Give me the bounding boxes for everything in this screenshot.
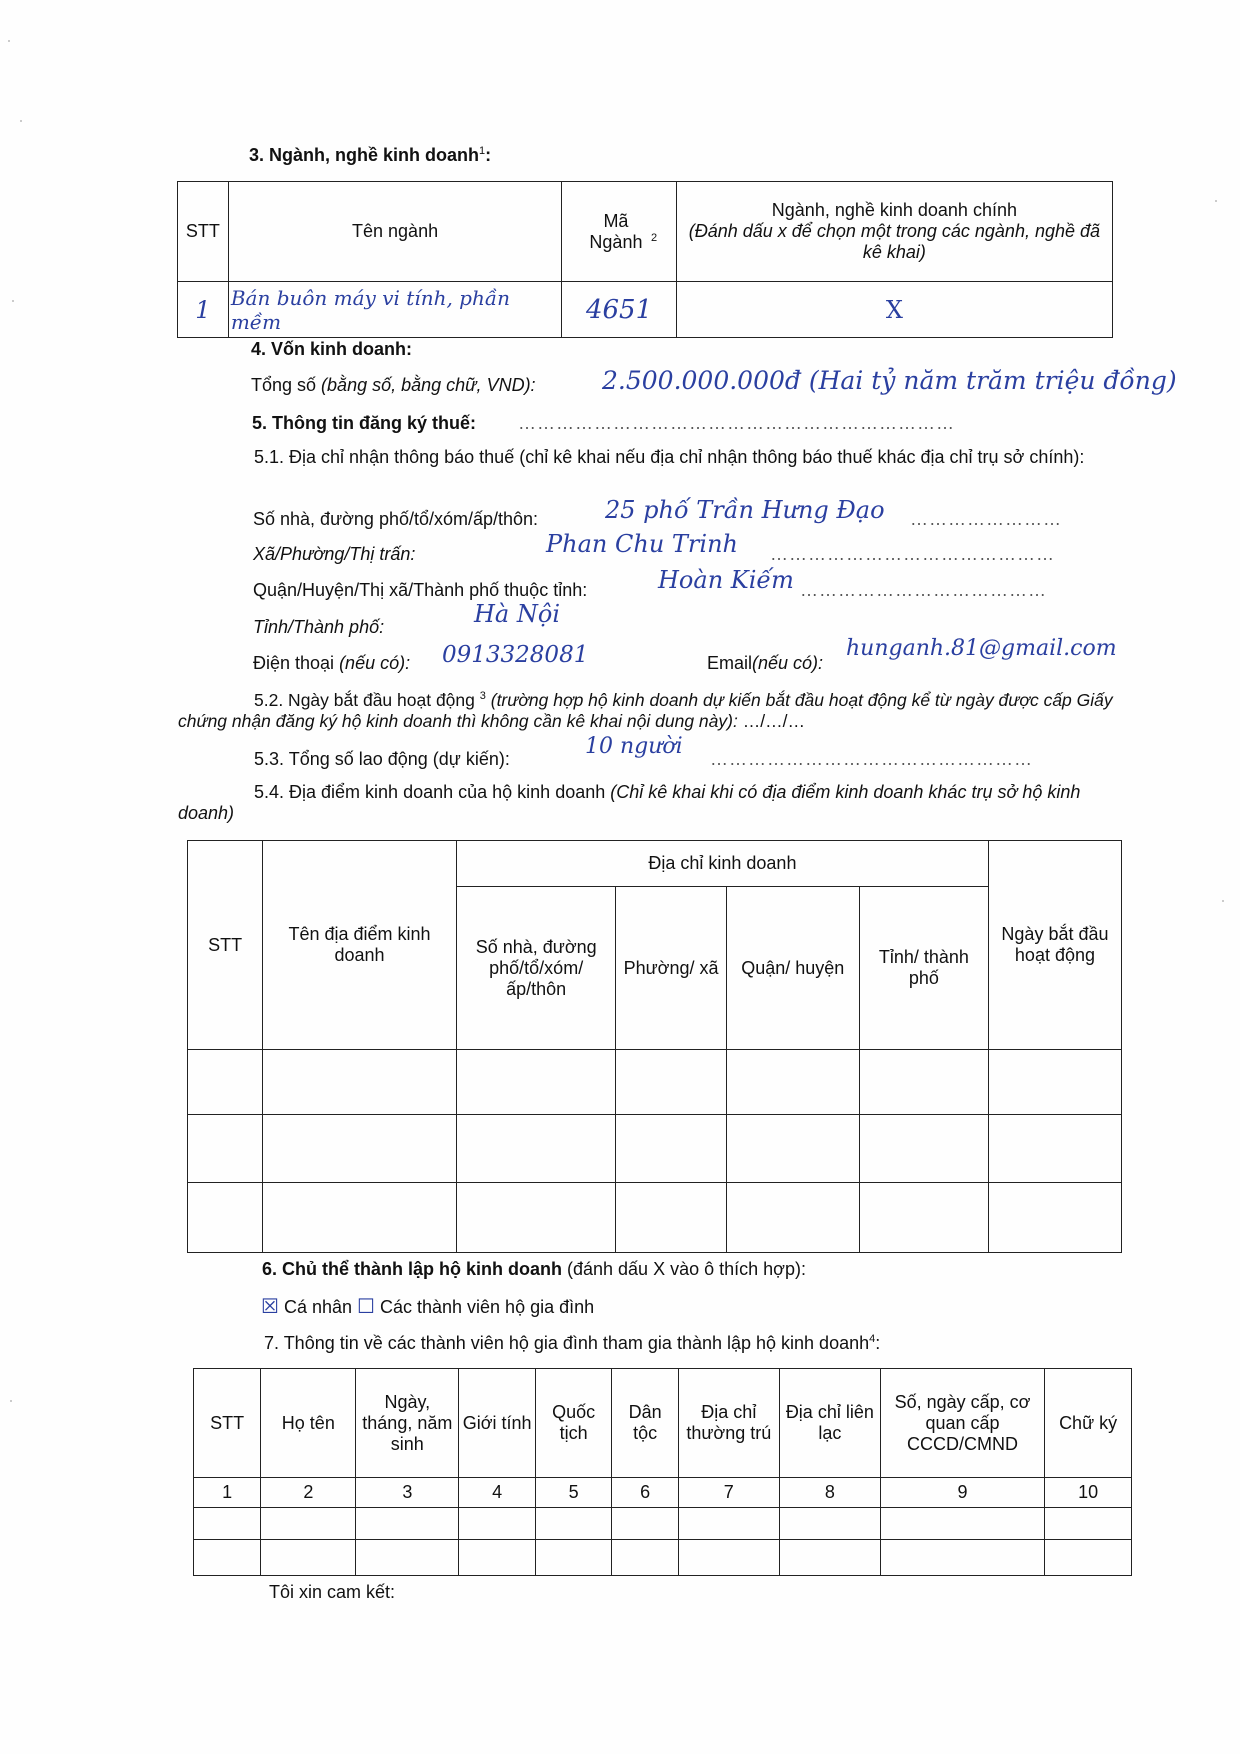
- member-header-gender: Giới tính: [459, 1369, 536, 1478]
- scan-speck: [10, 1400, 12, 1402]
- loc-cell: [188, 1050, 263, 1115]
- member-col-number: 5: [535, 1478, 612, 1508]
- loc-header-start: Ngày bắt đầu hoạt động: [988, 841, 1121, 1050]
- loc-header-stt: STT: [188, 841, 263, 1050]
- industry-header-code-text: Mã Ngành: [589, 210, 643, 252]
- section-3-title: [249, 145, 491, 166]
- member-cell: [459, 1508, 536, 1540]
- member-cell: [678, 1540, 779, 1576]
- member-cell: [612, 1508, 678, 1540]
- capital-label: Tổng số: [251, 375, 317, 395]
- capital-value: 2.500.000.000đ (Hai tỷ năm trăm triệu đồng): [602, 366, 1177, 395]
- industry-header-main-note: (Đánh dấu x để chọn một trong các ngành, nghề đã kê khai): [688, 221, 1101, 262]
- member-cell: [194, 1508, 261, 1540]
- section-7-colon: :: [875, 1333, 881, 1353]
- section-4-title: 4. Vốn kinh doanh:: [251, 339, 412, 359]
- location-paragraph: [178, 782, 1128, 824]
- loc-cell: [188, 1115, 263, 1183]
- capital-line: [251, 375, 536, 396]
- loc-cell: [456, 1183, 616, 1253]
- member-col-number: 1: [194, 1478, 261, 1508]
- loc-cell: [263, 1115, 457, 1183]
- section-3-colon: :: [485, 145, 492, 165]
- industry-header-code-footnote: 2: [650, 231, 658, 244]
- loc-header-street: Số nhà, đường phố/tổ/xóm/ ấp/thôn: [456, 887, 616, 1050]
- member-cell: [356, 1540, 459, 1576]
- section-5-title: 5. Thông tin đăng ký thuế:: [252, 413, 476, 433]
- dotted-leader: ……………………: [910, 509, 1062, 529]
- industry-row-code: 4651: [562, 282, 676, 338]
- section-7-title-text: 7. Thông tin về các thành viên hộ gia đình tham gia thành lập hộ kinh doanh: [264, 1333, 870, 1353]
- loc-cell: [726, 1050, 859, 1115]
- loc-header-name: Tên địa điểm kinh doanh: [263, 841, 457, 1050]
- industry-header-main-title: Ngành, nghề kinh doanh chính: [771, 200, 1017, 220]
- industry-row-name: Bán buôn máy vi tính, phần mềm: [228, 282, 561, 338]
- member-cell: [356, 1508, 459, 1540]
- section-6-title-line: [262, 1259, 806, 1280]
- loc-cell: [988, 1050, 1121, 1115]
- member-cell: [535, 1508, 612, 1540]
- scan-speck: [8, 40, 10, 42]
- dotted-leader: ………………………………………: [770, 544, 1055, 564]
- member-col-number: 3: [356, 1478, 459, 1508]
- loc-cell: [263, 1050, 457, 1115]
- commitment-label: Tôi xin cam kết:: [269, 1582, 396, 1602]
- dotted-leader: …………………………………: [800, 580, 1047, 600]
- loc-cell: [859, 1050, 988, 1115]
- member-cell: [535, 1540, 612, 1576]
- industry-header-code: [562, 182, 676, 282]
- member-header-nationality: Quốc tịch: [535, 1369, 612, 1478]
- scan-speck: [12, 300, 14, 302]
- section-6-note: (đánh dấu X vào ô thích hợp):: [562, 1259, 806, 1279]
- district-label: Quận/Huyện/Thị xã/Thành phố thuộc tỉnh:: [253, 580, 588, 600]
- loc-cell: [616, 1183, 726, 1253]
- member-header-contact-address: Địa chỉ liên lạc: [779, 1369, 880, 1478]
- member-col-number: 10: [1045, 1478, 1132, 1508]
- loc-cell: [859, 1183, 988, 1253]
- start-date-label: 5.2. Ngày bắt đầu hoạt động: [254, 690, 475, 710]
- industry-header-stt: STT: [178, 182, 229, 282]
- member-cell: [880, 1508, 1044, 1540]
- capital-label-note: (bằng số, bằng chữ, VND):: [316, 375, 536, 395]
- member-col-number: 7: [678, 1478, 779, 1508]
- section-7-footnote: 4: [869, 1333, 876, 1345]
- member-cell: [261, 1508, 356, 1540]
- business-location-table: [187, 840, 1122, 1253]
- member-col-number: 9: [880, 1478, 1044, 1508]
- start-date-note: (trường hợp hộ kinh doanh dự kiến bắt đầu hoạt động kể từ ngày được cấp Giấy chứng nhận đăng ký hộ kinh doanh thì không cần kê khai nội dung này):: [178, 690, 1113, 731]
- loc-cell: [616, 1115, 726, 1183]
- phone-label-line: [253, 653, 410, 674]
- member-header-dob: Ngày, tháng, năm sinh: [356, 1369, 459, 1478]
- loc-cell: [726, 1183, 859, 1253]
- member-header-stt: STT: [194, 1369, 261, 1478]
- member-header-permanent-address: Địa chỉ thường trú: [678, 1369, 779, 1478]
- loc-cell: [726, 1115, 859, 1183]
- member-cell: [261, 1540, 356, 1576]
- loc-cell: [188, 1183, 263, 1253]
- dotted-leader: ……………………………………………: [710, 749, 1033, 769]
- member-col-number: 8: [779, 1478, 880, 1508]
- email-value: hunganh.81@gmail.com: [846, 636, 1117, 661]
- loc-cell: [456, 1115, 616, 1183]
- industry-table: [177, 181, 1113, 338]
- province-label: Tỉnh/Thành phố:: [253, 617, 385, 637]
- ward-value: Phan Chu Trinh: [546, 530, 738, 558]
- section-3-title-text: 3. Ngành, nghề kinh doanh: [249, 145, 480, 165]
- option-individual-label: Cá nhân: [283, 1297, 353, 1317]
- section-6-title: 6. Chủ thể thành lập hộ kinh doanh: [262, 1259, 562, 1279]
- loc-header-ward: Phường/ xã: [616, 887, 726, 1050]
- scan-speck: [1215, 200, 1217, 202]
- start-date-value: …/…/…: [742, 711, 805, 731]
- member-header-id-card: Số, ngày cấp, cơ quan cấp CCCD/CMND: [880, 1369, 1044, 1478]
- phone-label-note: (nếu có):: [334, 653, 411, 673]
- email-label-note: (nếu có):: [752, 653, 824, 673]
- province-value: Hà Nội: [474, 600, 560, 628]
- scan-speck: [20, 120, 22, 122]
- street-value: 25 phố Trần Hưng Đạo: [605, 496, 885, 524]
- member-cell: [1045, 1540, 1132, 1576]
- loc-cell: [263, 1183, 457, 1253]
- industry-header-name: Tên ngành: [228, 182, 561, 282]
- dotted-leader: ……………………………………………………………: [518, 413, 955, 433]
- loc-header-province: Tỉnh/ thành phố: [859, 887, 988, 1050]
- member-col-number: 2: [261, 1478, 356, 1508]
- phone-label: Điện thoại: [253, 653, 335, 673]
- member-col-number: 6: [612, 1478, 678, 1508]
- member-cell: [612, 1540, 678, 1576]
- location-note: (Chỉ kê khai khi có địa điểm kinh doanh khác trụ sở hộ kinh doanh): [178, 782, 1081, 823]
- ward-label: Xã/Phường/Thị trấn:: [253, 544, 416, 564]
- member-header-name: Họ tên: [261, 1369, 356, 1478]
- industry-row-stt: 1: [178, 282, 229, 338]
- member-cell: [678, 1508, 779, 1540]
- loc-header-district: Quận/ huyện: [726, 887, 859, 1050]
- scan-speck: [1222, 900, 1224, 902]
- member-cell: [1045, 1508, 1132, 1540]
- start-date-footnote: 3: [479, 690, 486, 703]
- street-label: Số nhà, đường phố/tổ/xóm/ấp/thôn:: [253, 509, 539, 529]
- checkbox-household-icon[interactable]: ☐: [357, 1296, 375, 1318]
- member-cell: [779, 1508, 880, 1540]
- employees-label: 5.3. Tổng số lao động (dự kiến):: [254, 749, 510, 769]
- section-3-footnote: 1: [479, 145, 486, 157]
- loc-cell: [859, 1115, 988, 1183]
- member-cell: [459, 1540, 536, 1576]
- checkbox-individual-icon[interactable]: ☒: [261, 1296, 279, 1318]
- loc-cell: [988, 1183, 1121, 1253]
- member-cell: [194, 1540, 261, 1576]
- tax-address-note: (chỉ kê khai nếu địa chỉ nhận thông báo thuế khác địa chỉ trụ sở chính):: [514, 447, 1085, 467]
- industry-row-main-mark: X: [676, 282, 1112, 338]
- loc-cell: [456, 1050, 616, 1115]
- phone-value: 0913328081: [442, 642, 589, 668]
- option-household-label: Các thành viên hộ gia đình: [379, 1297, 595, 1317]
- founder-options: [261, 1294, 594, 1319]
- start-date-paragraph: [178, 690, 1128, 732]
- email-label: Email: [707, 653, 753, 673]
- member-header-ethnicity: Dân tộc: [612, 1369, 678, 1478]
- loc-cell: [616, 1050, 726, 1115]
- tax-address-paragraph: [254, 447, 1124, 468]
- employees-value: 10 người: [585, 734, 683, 759]
- loc-cell: [988, 1115, 1121, 1183]
- email-label-line: [707, 653, 823, 674]
- member-header-signature: Chữ ký: [1045, 1369, 1132, 1478]
- member-col-number: 4: [459, 1478, 536, 1508]
- loc-header-address: Địa chỉ kinh doanh: [456, 841, 988, 887]
- member-cell: [779, 1540, 880, 1576]
- household-members-table: [193, 1368, 1132, 1576]
- industry-header-main: [676, 182, 1112, 282]
- section-7-title: [264, 1333, 880, 1354]
- member-cell: [880, 1540, 1044, 1576]
- tax-address-label: 5.1. Địa chỉ nhận thông báo thuế: [254, 447, 515, 467]
- location-label: 5.4. Địa điểm kinh doanh của hộ kinh doanh: [254, 782, 606, 802]
- district-value: Hoàn Kiếm: [658, 566, 794, 594]
